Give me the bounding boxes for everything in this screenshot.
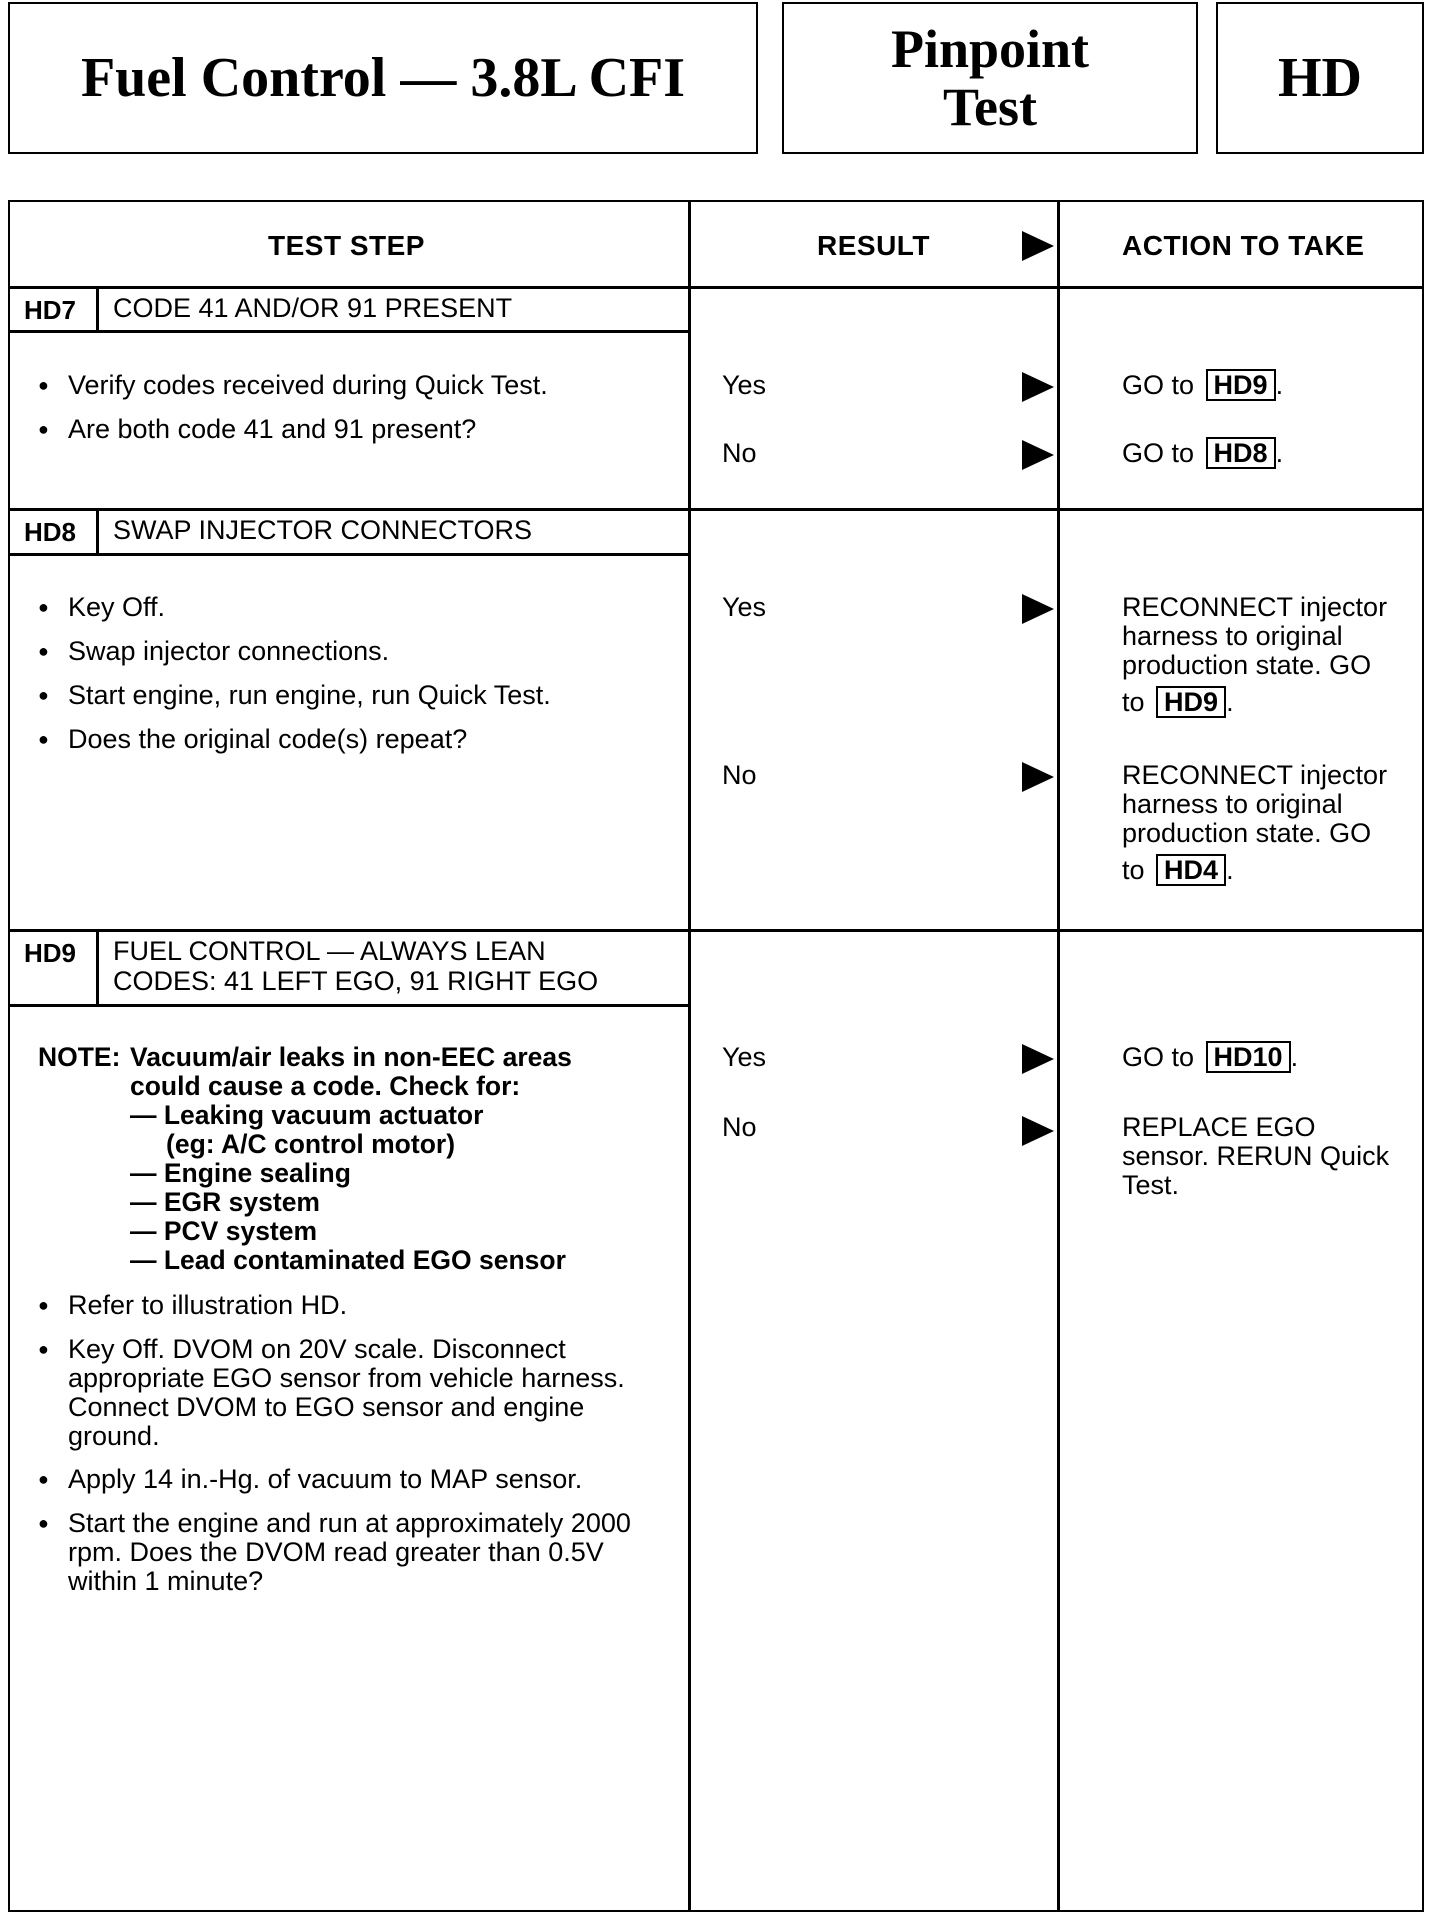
action-line: production state. GO [1122, 650, 1372, 680]
step-item-line: ● Apply 14 in.-Hg. of vacuum to MAP sensor. [68, 1464, 583, 1494]
step-id-hd8: HD8 [24, 517, 77, 547]
step-id-divider [96, 508, 99, 555]
note-item: — Leaking vacuum actuator [130, 1100, 484, 1130]
step-item: ● Key Off. [38, 593, 165, 622]
action-prefix: GO to [1122, 438, 1195, 468]
result-arrow-icon [1022, 1044, 1054, 1074]
row-divider [8, 508, 1424, 511]
result-arrow-icon [1022, 594, 1054, 624]
result-arrow-icon [1022, 440, 1054, 470]
step-id-hd9: HD9 [24, 938, 77, 968]
step-title-hd8: SWAP INJECTOR CONNECTORS [113, 515, 533, 545]
result-yes: Yes [722, 370, 767, 400]
step-ref-link[interactable]: HD9 [1156, 686, 1226, 718]
step-title-line: CODES: 41 LEFT EGO, 91 RIGHT EGO [113, 966, 599, 996]
action-line: Test. [1122, 1170, 1180, 1200]
step-item-line: ● Start the engine and run at approximately 2000 [68, 1508, 631, 1538]
step-id-divider [96, 286, 99, 332]
column-header-result: RESULT [817, 230, 930, 261]
result-arrow-icon [1022, 372, 1054, 402]
note-line: Vacuum/air leaks in non-EEC areas [130, 1042, 572, 1072]
action-line: REPLACE EGO [1122, 1112, 1316, 1142]
step-title-hd7: CODE 41 AND/OR 91 PRESENT [113, 293, 513, 323]
header-code-box [1216, 2, 1424, 154]
step-item: ● Are both code 41 and 91 present? [38, 415, 476, 444]
column-header-test-step: TEST STEP [268, 230, 425, 261]
step-item-line: ● Refer to illustration HD. [68, 1290, 348, 1320]
action-text [1122, 369, 1283, 401]
action-line: sensor. RERUN Quick [1122, 1141, 1390, 1171]
action-suffix: . [1290, 1042, 1299, 1072]
note-item: (eg: A/C control motor) [166, 1129, 456, 1159]
action-suffix: . [1275, 370, 1284, 400]
action-text [1122, 1041, 1298, 1073]
action-line: harness to original [1122, 789, 1343, 819]
header-row-divider [8, 286, 1424, 289]
note-item: — Engine sealing [130, 1158, 351, 1188]
action-to: to [1122, 687, 1145, 717]
step-item: ● Verify codes received during Quick Test. [38, 371, 548, 400]
header-title-box [8, 2, 758, 154]
step-item: ● Start engine, run engine, run Quick Test. [38, 681, 551, 710]
step-item-line: ground. [68, 1421, 160, 1451]
result-arrow-icon [1022, 1116, 1054, 1146]
action-line: production state. GO [1122, 818, 1372, 848]
step-item-line: within 1 minute? [68, 1566, 264, 1596]
step-title-hd9 [113, 936, 598, 996]
result-no: No [722, 1112, 757, 1142]
action-line: RECONNECT injector [1122, 760, 1388, 790]
step-ref-link[interactable]: HD9 [1206, 369, 1276, 401]
page-title: Fuel Control — 3.8L CFI [80, 47, 686, 109]
note-label: NOTE: [38, 1042, 121, 1072]
step-title-line: FUEL CONTROL — ALWAYS LEAN [113, 936, 546, 966]
result-yes: Yes [722, 592, 767, 622]
note-item: — PCV system [130, 1216, 318, 1246]
step-title-underline [8, 1004, 690, 1007]
row-divider [8, 929, 1424, 932]
result-no: No [722, 760, 757, 790]
note-item: — Lead contaminated EGO sensor [130, 1245, 566, 1275]
step-item [38, 1291, 347, 1320]
test-code-label: HD [1278, 47, 1362, 109]
step-ref-link[interactable]: HD10 [1206, 1041, 1291, 1073]
result-arrow-icon [1022, 231, 1054, 261]
step-item-line: rpm. Does the DVOM read greater than 0.5V [68, 1537, 604, 1567]
note-line: could cause a code. Check for: [130, 1071, 521, 1101]
result-no: No [722, 438, 757, 468]
action-text [1122, 761, 1412, 886]
result-arrow-icon [1022, 762, 1054, 792]
step-id-hd7: HD7 [24, 295, 77, 325]
column-divider-action [1057, 200, 1060, 1912]
step-item-line: Connect DVOM to EGO sensor and engine [68, 1392, 585, 1422]
step-id-divider [96, 929, 99, 1006]
step-ref-link[interactable]: HD4 [1156, 854, 1226, 886]
action-text [1122, 437, 1283, 469]
column-divider-result [688, 200, 691, 1912]
action-line: harness to original [1122, 621, 1343, 651]
action-text [1122, 593, 1412, 718]
action-to: to [1122, 855, 1145, 885]
result-yes: Yes [722, 1042, 767, 1072]
action-line: RECONNECT injector [1122, 592, 1388, 622]
test-type-label: Pinpoint Test [890, 19, 1090, 137]
action-prefix: GO to [1122, 370, 1195, 400]
step-item [38, 1335, 625, 1451]
action-suffix: . [1226, 855, 1234, 885]
step-item [38, 1465, 582, 1494]
step-item-line: ● Key Off. DVOM on 20V scale. Disconnect [68, 1334, 566, 1364]
step-item [38, 1509, 631, 1596]
action-prefix: GO to [1122, 1042, 1195, 1072]
step-title-underline [8, 330, 690, 333]
step-ref-link[interactable]: HD8 [1206, 437, 1276, 469]
action-suffix: . [1275, 438, 1284, 468]
step-item-line: appropriate EGO sensor from vehicle harness. [68, 1363, 625, 1393]
note-text [130, 1043, 572, 1275]
note-item: — EGR system [130, 1187, 320, 1217]
action-suffix: . [1226, 687, 1234, 717]
step-item: ● Swap injector connections. [38, 637, 389, 666]
header-test-type-box [782, 2, 1198, 154]
action-text [1122, 1113, 1412, 1200]
step-item: ● Does the original code(s) repeat? [38, 725, 467, 754]
step-title-underline [8, 553, 690, 556]
column-header-action: ACTION TO TAKE [1122, 230, 1365, 261]
